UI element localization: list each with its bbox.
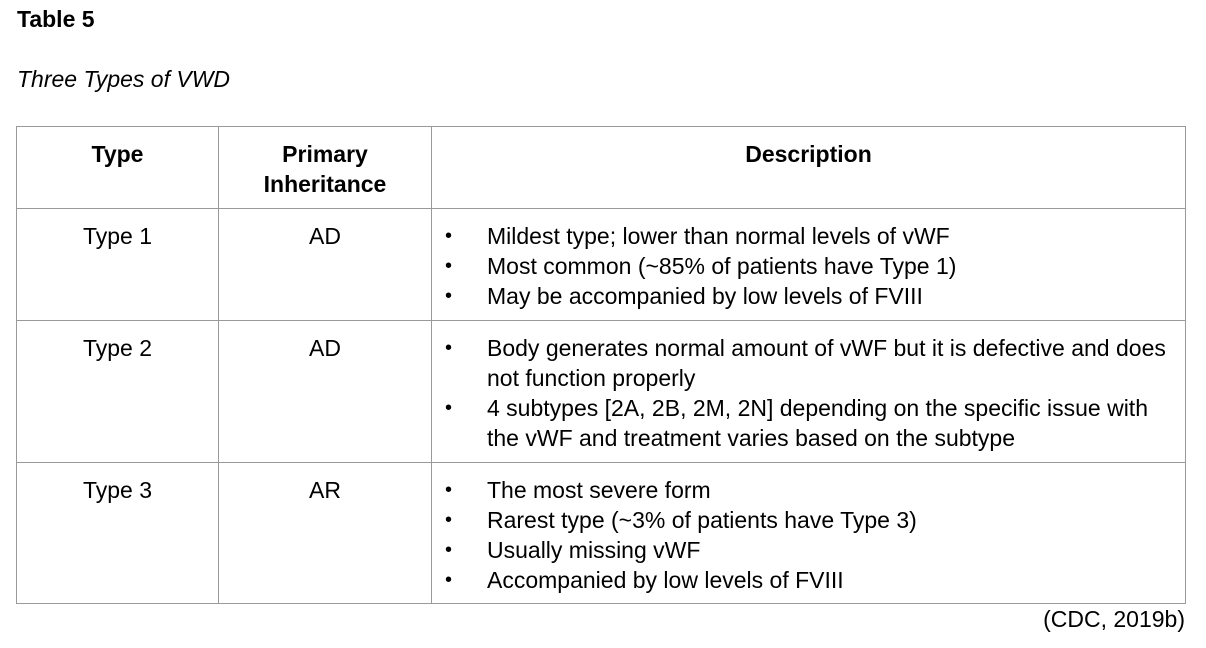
inheritance-cell: AD — [219, 321, 432, 463]
description-cell — [432, 463, 1186, 604]
list-item — [432, 505, 1185, 535]
description-text: 4 subtypes [2A, 2B, 2M, 2N] depending on the specific issue with the vWF and treatment varies based on the subtype — [487, 395, 1148, 451]
type-cell: Type 2 — [17, 321, 219, 463]
bullet-icon: • — [445, 539, 453, 561]
table-header-row — [17, 127, 1186, 209]
list-item — [432, 221, 1185, 251]
description-text: Accompanied by low levels of FVIII — [487, 567, 844, 593]
bullet-icon: • — [445, 397, 453, 419]
bullet-icon: • — [445, 285, 453, 307]
table-row — [17, 209, 1186, 321]
table-row — [17, 321, 1186, 463]
type-cell: Type 1 — [17, 209, 219, 321]
list-item — [432, 475, 1185, 505]
description-text: The most severe form — [487, 477, 711, 503]
description-cell — [432, 321, 1186, 463]
table-row — [17, 463, 1186, 604]
list-item — [432, 535, 1185, 565]
bullet-icon: • — [445, 225, 453, 247]
description-list — [432, 475, 1185, 595]
description-text: Most common (~85% of patients have Type 1) — [487, 253, 957, 279]
description-list — [432, 221, 1185, 311]
bullet-icon: • — [445, 337, 453, 359]
citation: (CDC, 2019b) — [1043, 606, 1185, 632]
header-type: Type — [17, 127, 219, 209]
type-cell: Type 3 — [17, 463, 219, 604]
description-text: Body generates normal amount of vWF but it is defective and does not function properly — [487, 335, 1166, 391]
description-text: Usually missing vWF — [487, 537, 701, 563]
bullet-icon: • — [445, 509, 453, 531]
description-cell — [432, 209, 1186, 321]
bullet-icon: • — [445, 255, 453, 277]
table-title: Three Types of VWD — [17, 66, 231, 92]
vwd-types-table — [16, 126, 1186, 604]
list-item — [432, 281, 1185, 311]
list-item — [432, 393, 1185, 453]
table-number: Table 5 — [17, 6, 95, 32]
list-item — [432, 565, 1185, 595]
bullet-icon: • — [445, 479, 453, 501]
description-list — [432, 333, 1185, 453]
header-inheritance: Primary Inheritance — [219, 127, 432, 209]
description-text: Rarest type (~3% of patients have Type 3) — [487, 507, 917, 533]
inheritance-cell: AD — [219, 209, 432, 321]
list-item — [432, 333, 1185, 393]
list-item — [432, 251, 1185, 281]
header-description: Description — [432, 127, 1186, 209]
inheritance-cell: AR — [219, 463, 432, 604]
description-text: Mildest type; lower than normal levels of vWF — [487, 223, 950, 249]
bullet-icon: • — [445, 569, 453, 591]
description-text: May be accompanied by low levels of FVIII — [487, 283, 923, 309]
